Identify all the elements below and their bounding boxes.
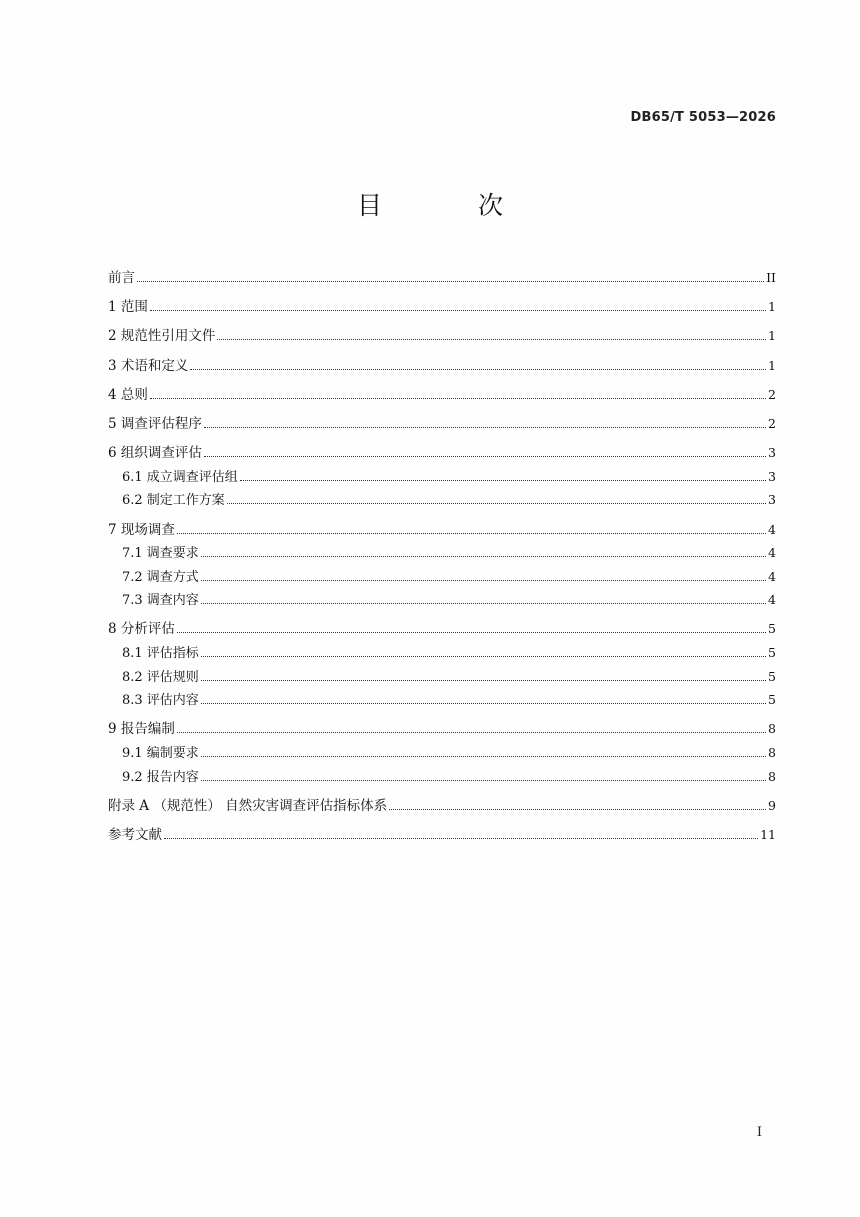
toc-entry-label: 6.2 制定工作方案 <box>122 493 225 509</box>
toc-entry-page: 3 <box>768 468 776 484</box>
toc-subentry[interactable] <box>108 765 776 789</box>
toc-entry-label: 8.1 评估指标 <box>122 646 199 662</box>
toc-entry-page: 2 <box>768 386 776 402</box>
toc-dot-leader <box>201 755 766 757</box>
toc-entry-page: 1 <box>768 357 776 373</box>
toc-entry[interactable] <box>108 823 776 847</box>
toc-entry-page: 5 <box>768 621 776 637</box>
toc-entry[interactable] <box>108 617 776 641</box>
toc-entry-label: 7.3 调查内容 <box>122 593 199 609</box>
toc-dot-leader <box>164 837 758 839</box>
toc-entry-page: 2 <box>768 415 776 431</box>
toc-dot-leader <box>177 631 766 633</box>
toc-entry-page: 9 <box>768 797 776 813</box>
toc-entry-page: 5 <box>768 645 776 661</box>
toc-dot-leader <box>201 579 766 581</box>
toc-entry-label: 8 分析评估 <box>108 621 175 638</box>
toc-dot-leader <box>227 502 766 504</box>
toc-entry-label: 6 组织调查评估 <box>108 445 202 462</box>
toc-title: 目 次 <box>357 191 547 220</box>
toc-dot-leader <box>204 455 766 457</box>
toc-entry-label: 4 总则 <box>108 386 148 403</box>
toc-entry[interactable] <box>108 383 776 407</box>
toc-entry-page: 11 <box>760 827 776 842</box>
toc-entry-label: 9.1 编制要求 <box>122 746 199 762</box>
table-of-contents <box>108 266 776 847</box>
toc-entry-label: 7.2 调查方式 <box>122 569 199 585</box>
page-number: I <box>756 1125 762 1140</box>
toc-entry-label: 1 范围 <box>108 299 148 316</box>
toc-dot-leader <box>150 309 766 311</box>
toc-entry-label: 8.2 评估规则 <box>122 669 199 685</box>
toc-entry[interactable] <box>108 794 776 818</box>
toc-subentry[interactable] <box>108 541 776 565</box>
toc-entry-page: 8 <box>768 768 776 784</box>
toc-entry-label: 7 现场调查 <box>108 521 175 538</box>
toc-dot-leader <box>137 280 764 282</box>
toc-entry-page: 4 <box>768 545 776 561</box>
toc-dot-leader <box>204 426 766 428</box>
toc-entry-label: 8.3 评估内容 <box>122 693 199 709</box>
toc-subentry[interactable] <box>108 465 776 489</box>
toc-entry-label: 附录 A （规范性） 自然灾害调查评估指标体系 <box>108 797 388 814</box>
toc-dot-leader <box>217 338 766 340</box>
toc-dot-leader <box>201 555 766 557</box>
toc-entry[interactable] <box>108 324 776 348</box>
toc-entry-label: 6.1 成立调查评估组 <box>122 469 238 485</box>
toc-entry[interactable] <box>108 266 776 290</box>
toc-subentry[interactable] <box>108 588 776 612</box>
toc-entry-page: 3 <box>768 445 776 461</box>
toc-subentry[interactable] <box>108 665 776 689</box>
toc-entry[interactable] <box>108 354 776 378</box>
toc-dot-leader <box>177 731 766 733</box>
toc-entry[interactable] <box>108 295 776 319</box>
toc-entry-page: 4 <box>768 521 776 537</box>
toc-entry-page: 8 <box>768 745 776 761</box>
toc-entry-label: 9.2 报告内容 <box>122 769 199 785</box>
toc-dot-leader <box>150 397 766 399</box>
toc-dot-leader <box>240 479 766 481</box>
toc-entry[interactable] <box>108 441 776 465</box>
toc-entry-label: 2 规范性引用文件 <box>108 328 216 345</box>
toc-dot-leader <box>389 808 766 810</box>
document-code: DB65/T 5053—2026 <box>630 110 776 125</box>
toc-subentry[interactable] <box>108 641 776 665</box>
toc-entry[interactable] <box>108 717 776 741</box>
toc-entry-page: II <box>766 270 776 285</box>
toc-dot-leader <box>201 602 766 604</box>
toc-entry-page: 1 <box>768 328 776 344</box>
toc-dot-leader <box>201 655 766 657</box>
toc-dot-leader <box>201 679 766 681</box>
toc-subentry[interactable] <box>108 488 776 512</box>
toc-entry[interactable] <box>108 412 776 436</box>
toc-entry-label: 9 报告编制 <box>108 721 175 738</box>
toc-subentry[interactable] <box>108 688 776 712</box>
toc-entry-page: 5 <box>768 692 776 708</box>
toc-subentry[interactable] <box>108 565 776 589</box>
toc-entry-page: 5 <box>768 668 776 684</box>
toc-entry-page: 8 <box>768 721 776 737</box>
toc-entry[interactable] <box>108 518 776 542</box>
toc-entry-label: 3 术语和定义 <box>108 357 189 374</box>
toc-entry-page: 1 <box>768 299 776 315</box>
toc-subentry[interactable] <box>108 741 776 765</box>
toc-entry-page: 4 <box>768 592 776 608</box>
toc-dot-leader <box>201 702 766 704</box>
toc-entry-label: 前言 <box>108 270 135 286</box>
toc-dot-leader <box>177 532 766 534</box>
toc-entry-page: 3 <box>768 492 776 508</box>
toc-dot-leader <box>201 779 766 781</box>
toc-entry-label: 5 调查评估程序 <box>108 415 202 432</box>
toc-entry-page: 4 <box>768 568 776 584</box>
toc-entry-label: 7.1 调查要求 <box>122 546 199 562</box>
toc-entry-label: 参考文献 <box>108 827 162 843</box>
toc-dot-leader <box>190 368 766 370</box>
